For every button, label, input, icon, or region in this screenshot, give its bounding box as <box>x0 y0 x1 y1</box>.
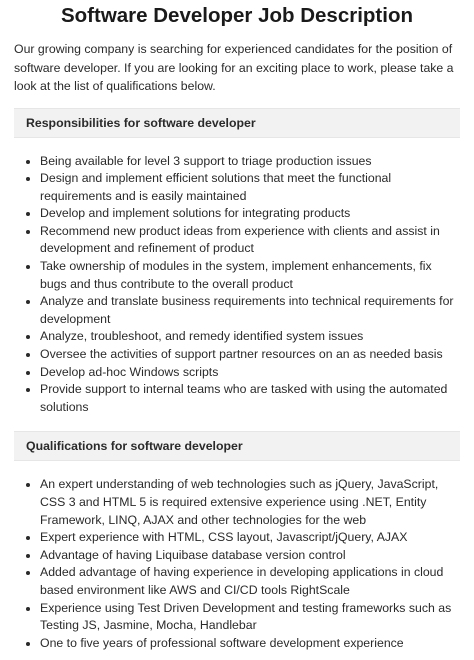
intro-paragraph: Our growing company is searching for experienced candidates for the position of software developer. If you are looking for an exciting place to work, please take a look at the list of qualifications below. <box>14 42 454 93</box>
list-item-text: Oversee the activities of support partner resources on an as needed basis <box>40 347 443 362</box>
list-item <box>26 328 460 346</box>
list-item-text: Experience using Test Driven Development and testing frameworks such as Testing JS, Jasmine, Mocha, Handlebar <box>40 600 452 633</box>
list-item <box>26 564 460 599</box>
qualifications-list <box>14 476 460 652</box>
list-item-text: Added advantage of having experience in developing applications in cloud based environment like AWS and CI/CD tools RightScale <box>40 565 444 597</box>
list-item <box>26 293 460 328</box>
list-item-text: Take ownership of modules in the system, implement enhancements, fix bugs and thus contribute to the overall product <box>40 259 432 291</box>
list-item-text: Expert experience with HTML, CSS layout, Javascript/jQuery, AJAX <box>40 530 408 545</box>
bullet-icon <box>26 571 30 575</box>
list-item <box>26 381 460 416</box>
list-item <box>26 258 460 293</box>
page-title: Software Developer Job Description <box>60 4 413 27</box>
list-item <box>26 153 460 171</box>
list-item <box>26 346 460 364</box>
bullet-icon <box>26 554 30 558</box>
bullet-icon <box>26 388 30 392</box>
list-item-text: Develop ad-hoc Windows scripts <box>40 364 219 379</box>
bullet-icon <box>26 177 30 181</box>
bullet-icon <box>26 300 30 304</box>
responsibilities-list <box>14 153 460 417</box>
list-item <box>26 364 460 382</box>
list-item-text: Analyze and translate business requirements into technical requirements for development <box>40 294 454 326</box>
list-item <box>26 600 460 635</box>
bullet-icon <box>26 335 30 339</box>
list-item-text: Recommend new product ideas from experience with clients and assist in development and refinement of product <box>40 223 440 256</box>
bullet-icon <box>26 212 30 216</box>
list-item-text: An expert understanding of web technologies such as jQuery, JavaScript, CSS 3 and HTML 5 is required extensive experience using .NET, Entity Framework, LINQ, AJAX and other technologies for the web <box>40 477 439 527</box>
list-item <box>26 205 460 223</box>
list-item-text: Being available for level 3 support to triage production issues <box>40 153 372 168</box>
list-item-text: Provide support to internal teams who are tasked with using the automated solutions <box>40 382 448 414</box>
list-item-text: Advantage of having Liquibase database version control <box>40 547 346 562</box>
list-item-text: Analyze, troubleshoot, and remedy identified system issues <box>40 329 364 344</box>
list-item-text: Develop and implement solutions for integrating products <box>40 206 351 221</box>
bullet-icon <box>26 160 30 164</box>
responsibilities-header: Responsibilities for software developer <box>14 108 460 138</box>
bullet-icon <box>26 642 30 646</box>
list-item-text: One to five years of professional software development experience <box>40 635 404 650</box>
list-item <box>26 223 460 258</box>
list-item <box>26 529 460 547</box>
bullet-icon <box>26 607 30 611</box>
list-item <box>26 170 460 205</box>
qualifications-header: Qualifications for software developer <box>14 431 460 461</box>
list-item <box>26 547 460 565</box>
bullet-icon <box>26 371 30 375</box>
list-item <box>26 476 460 529</box>
bullet-icon <box>26 353 30 357</box>
bullet-icon <box>26 536 30 540</box>
bullet-icon <box>26 265 30 269</box>
bullet-icon <box>26 230 30 234</box>
bullet-icon <box>26 483 30 487</box>
list-item-text: Design and implement efficient solutions that meet the functional requirements and is easily maintained <box>40 171 392 203</box>
list-item <box>26 635 460 653</box>
